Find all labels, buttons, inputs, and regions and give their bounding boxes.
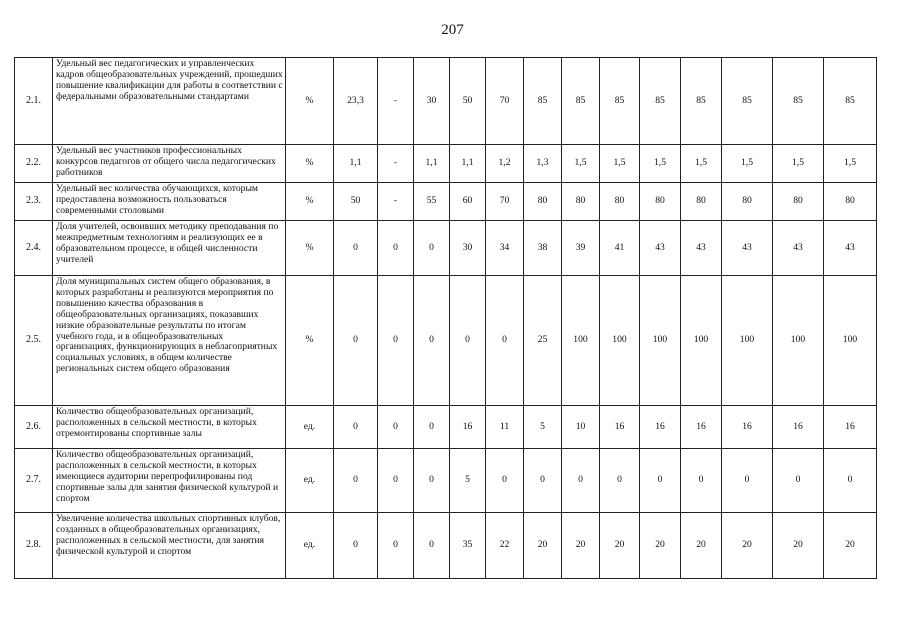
value-cell: 100	[722, 276, 773, 406]
value-cell: 20	[824, 513, 877, 579]
value-cell: 70	[486, 183, 524, 221]
indicator-description-cell: Увеличение количества школьных спортивных клубов, созданных в общеобразовательных организациях, расположенных в сельской местности, для занятия физической культурой и спортом	[53, 513, 286, 579]
value-cell: 85	[773, 58, 824, 145]
value-cell: 0	[486, 276, 524, 406]
row-number-cell: 2.1.	[15, 58, 53, 145]
value-cell: 85	[600, 58, 640, 145]
value-cell: 16	[773, 406, 824, 449]
value-cell: 5	[450, 449, 486, 513]
value-cell: 1,5	[600, 145, 640, 183]
value-cell: 0	[378, 406, 414, 449]
unit-cell: %	[286, 221, 334, 276]
indicator-description-cell: Количество общеобразовательных организаций, расположенных в сельской местности, в которых имеющиеся аудитории перепрофилированы под спортивные залы для занятия физической культурой и спортом	[53, 449, 286, 513]
value-cell: 43	[640, 221, 681, 276]
value-cell: 0	[450, 276, 486, 406]
value-cell: 0	[378, 276, 414, 406]
value-cell: 16	[722, 406, 773, 449]
value-cell: 20	[681, 513, 722, 579]
value-cell: 35	[450, 513, 486, 579]
value-cell: 1,5	[773, 145, 824, 183]
value-cell: 0	[414, 276, 450, 406]
value-cell: 85	[824, 58, 877, 145]
unit-cell: %	[286, 145, 334, 183]
value-cell: 50	[334, 183, 378, 221]
value-cell: -	[378, 145, 414, 183]
value-cell: 0	[524, 449, 562, 513]
indicator-description-cell: Количество общеобразовательных организаций, расположенных в сельской местности, в которых отремонтированы спортивные залы	[53, 406, 286, 449]
value-cell: 43	[681, 221, 722, 276]
value-cell: 80	[524, 183, 562, 221]
value-cell: 80	[773, 183, 824, 221]
table-row	[15, 449, 877, 513]
value-cell: 1,5	[722, 145, 773, 183]
row-number-cell: 2.4.	[15, 221, 53, 276]
value-cell: 11	[486, 406, 524, 449]
table-row	[15, 183, 877, 221]
value-cell: 30	[450, 221, 486, 276]
value-cell: 1,5	[824, 145, 877, 183]
table-row	[15, 58, 877, 145]
value-cell: 1,1	[414, 145, 450, 183]
value-cell: 30	[414, 58, 450, 145]
row-number-cell: 2.8.	[15, 513, 53, 579]
unit-cell: ед.	[286, 513, 334, 579]
value-cell: 80	[562, 183, 600, 221]
value-cell: 85	[562, 58, 600, 145]
value-cell: 100	[824, 276, 877, 406]
row-number-cell: 2.7.	[15, 449, 53, 513]
value-cell: -	[378, 58, 414, 145]
value-cell: 0	[681, 449, 722, 513]
row-number-cell: 2.5.	[15, 276, 53, 406]
value-cell: 16	[600, 406, 640, 449]
value-cell: 16	[640, 406, 681, 449]
value-cell: 34	[486, 221, 524, 276]
value-cell: 20	[773, 513, 824, 579]
value-cell: 100	[640, 276, 681, 406]
value-cell: 0	[722, 449, 773, 513]
value-cell: 1,5	[681, 145, 722, 183]
value-cell: 0	[640, 449, 681, 513]
row-number-cell: 2.2.	[15, 145, 53, 183]
value-cell: 16	[681, 406, 722, 449]
value-cell: 1,5	[640, 145, 681, 183]
value-cell: 1,5	[562, 145, 600, 183]
value-cell: 100	[562, 276, 600, 406]
value-cell: 0	[414, 449, 450, 513]
value-cell: 1,1	[450, 145, 486, 183]
value-cell: 0	[334, 221, 378, 276]
value-cell: 60	[450, 183, 486, 221]
unit-cell: %	[286, 58, 334, 145]
indicator-description-cell: Удельный вес педагогических и управленческих кадров общеобразовательных учреждений, прошедших повышение квалификации для работы в соответствии с федеральными образовательными стандартами	[53, 58, 286, 145]
value-cell: 85	[524, 58, 562, 145]
value-cell: 23,3	[334, 58, 378, 145]
value-cell: 5	[524, 406, 562, 449]
value-cell: 80	[824, 183, 877, 221]
value-cell: 20	[562, 513, 600, 579]
value-cell: 80	[600, 183, 640, 221]
value-cell: 25	[524, 276, 562, 406]
page-number: 207	[441, 22, 464, 38]
unit-cell: %	[286, 183, 334, 221]
indicator-description-cell: Доля муниципальных систем общего образования, в которых разработаны и реализуются мероприятия по повышению качества образования в общеобразовательных организациях, показавших низкие образовательные результаты по итогам учебного года, и в общеобразовательных организациях, функционирующих в неблагоприятных социальных условиях, в общем количестве региональных систем общего образования	[53, 276, 286, 406]
value-cell: 43	[722, 221, 773, 276]
value-cell: 16	[824, 406, 877, 449]
value-cell: 20	[600, 513, 640, 579]
value-cell: 1,3	[524, 145, 562, 183]
value-cell: 85	[640, 58, 681, 145]
value-cell: 0	[334, 406, 378, 449]
value-cell: 0	[334, 276, 378, 406]
value-cell: 41	[600, 221, 640, 276]
indicators-table	[14, 57, 877, 579]
value-cell: 20	[640, 513, 681, 579]
table-row	[15, 406, 877, 449]
value-cell: 43	[773, 221, 824, 276]
row-number-cell: 2.6.	[15, 406, 53, 449]
value-cell: 0	[486, 449, 524, 513]
value-cell: 10	[562, 406, 600, 449]
value-cell: 80	[722, 183, 773, 221]
value-cell: 0	[414, 513, 450, 579]
value-cell: 16	[450, 406, 486, 449]
table-row	[15, 221, 877, 276]
value-cell: 20	[524, 513, 562, 579]
unit-cell: ед.	[286, 406, 334, 449]
table-row	[15, 513, 877, 579]
value-cell: 0	[600, 449, 640, 513]
value-cell: 0	[334, 513, 378, 579]
value-cell: 0	[378, 221, 414, 276]
indicator-description-cell: Удельный вес количества обучающихся, которым предоставлена возможность пользоваться современными столовыми	[53, 183, 286, 221]
value-cell: -	[378, 183, 414, 221]
value-cell: 22	[486, 513, 524, 579]
value-cell: 1,2	[486, 145, 524, 183]
value-cell: 100	[600, 276, 640, 406]
value-cell: 0	[824, 449, 877, 513]
unit-cell: ед.	[286, 449, 334, 513]
value-cell: 0	[773, 449, 824, 513]
value-cell: 38	[524, 221, 562, 276]
value-cell: 1,1	[334, 145, 378, 183]
value-cell: 100	[773, 276, 824, 406]
value-cell: 0	[414, 221, 450, 276]
value-cell: 100	[681, 276, 722, 406]
value-cell: 70	[486, 58, 524, 145]
value-cell: 80	[640, 183, 681, 221]
value-cell: 0	[378, 449, 414, 513]
indicator-description-cell: Доля учителей, освоивших методику преподавания по межпредметным технологиям и реализующих ее в образовательном процессе, в общей численности учителей	[53, 221, 286, 276]
unit-cell: %	[286, 276, 334, 406]
value-cell: 0	[562, 449, 600, 513]
table-row	[15, 145, 877, 183]
value-cell: 80	[681, 183, 722, 221]
row-number-cell: 2.3.	[15, 183, 53, 221]
indicator-description-cell: Удельный вес участников профессиональных конкурсов педагогов от общего числа педагогических работников	[53, 145, 286, 183]
value-cell: 0	[378, 513, 414, 579]
value-cell: 85	[681, 58, 722, 145]
value-cell: 0	[414, 406, 450, 449]
value-cell: 50	[450, 58, 486, 145]
table-row	[15, 276, 877, 406]
value-cell: 39	[562, 221, 600, 276]
value-cell: 20	[722, 513, 773, 579]
value-cell: 85	[722, 58, 773, 145]
value-cell: 43	[824, 221, 877, 276]
value-cell: 0	[334, 449, 378, 513]
value-cell: 55	[414, 183, 450, 221]
